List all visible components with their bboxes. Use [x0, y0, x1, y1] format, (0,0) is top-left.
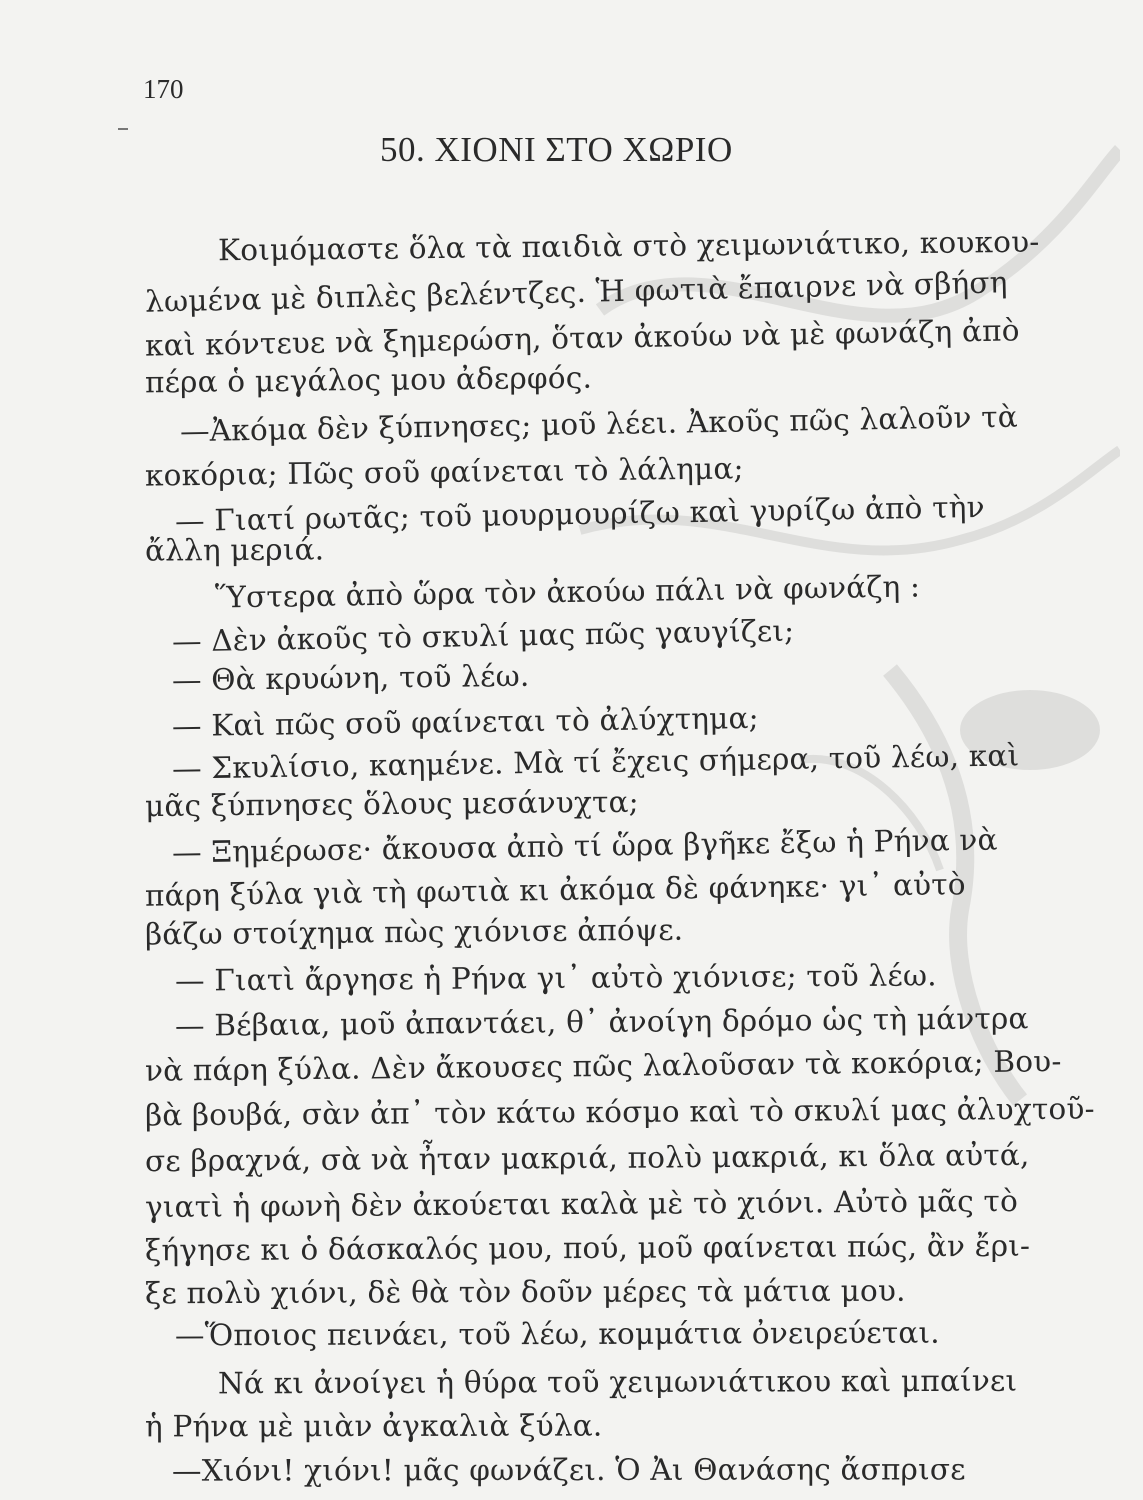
text-line: — Δὲν ἀκοῦς τὸ σκυλί μας πῶς γαυγίζει;: [171, 613, 795, 659]
text-line: Νά κι ἀνοίγει ἡ θύρα τοῦ χειμωνιάτικου καὶ μπαίνει: [217, 1363, 1018, 1401]
text-line: — Γιατί ρωτᾶς; τοῦ μουρμουρίζω καὶ γυρίζω ἀπὸ τὴν: [174, 489, 985, 539]
text-line: νὰ πάρη ξύλα. Δὲν ἄκουσες πῶς λαλοῦσαν τὰ κοκόρια; Βου-: [144, 1044, 1062, 1088]
text-line: — Καὶ πῶς σοῦ φαίνεται τὸ ἀλύχτημα;: [171, 700, 760, 744]
text-line: ξε πολὺ χιόνι, δὲ θὰ τὸν δοῦν μέρες τὰ μάτια μου.: [144, 1273, 906, 1311]
text-line: — Βέβαια, μοῦ ἀπαντάει, θ᾿ ἀνοίγη δρόμο ὡς τὴ μάντρα: [174, 1001, 1029, 1043]
text-line: — Σκυλίσιο, καημένε. Μὰ τί ἔχεις σήμερα, τοῦ λέω, καὶ: [171, 738, 1020, 786]
text-line: —Ἀκόμα δὲν ξύπνησες; μοῦ λέει. Ἀκοῦς πῶς λαλοῦν τὰ: [179, 399, 1019, 449]
text-line: ξήγησε κι ὁ δάσκαλός μου, πού, μοῦ φαίνεται πώς, ἂν ἔρι-: [144, 1228, 1031, 1268]
text-line: πέρα ὁ μεγάλος μου ἀδερφός.: [144, 360, 593, 400]
text-line: Κοιμόμαστε ὅλα τὰ παιδιὰ στὸ χειμωνιάτικο, κουκου-: [217, 224, 1040, 268]
text-line: —Ὅποιος πεινάει, τοῦ λέω, κομμάτια ὀνειρεύεται.: [174, 1315, 940, 1353]
text-line: Ὕστερα ἀπὸ ὥρα τὸν ἀκούω πάλι νὰ φωνάζη :: [214, 569, 921, 615]
text-line: βάζω στοίχημα πὼς χιόνισε ἀπόψε.: [144, 912, 684, 952]
text-line: σε βραχνά, σὰ νὰ ἦταν μακριά, πολὺ μακριά, κι ὅλα αὐτά,: [144, 1137, 1030, 1179]
text-line: ἄλλη μεριά.: [144, 532, 325, 568]
text-line: — Θὰ κρυώνη, τοῦ λέω.: [171, 658, 530, 698]
text-line: — Γιατὶ ἄργησε ἡ Ρήνα γι᾿ αὐτὸ χιόνισε; τοῦ λέω.: [174, 958, 937, 998]
text-line: — Ξημέρωσε· ἄκουσα ἀπὸ τί ὥρα βγῆκε ἔξω ἡ Ρήνα νὰ: [171, 822, 998, 870]
text-line: πάρη ξύλα γιὰ τὴ φωτιὰ κι ἀκόμα δὲ φάνηκε· γι᾿ αὐτὸ: [144, 867, 966, 913]
text-line: βὰ βουβά, σὰν ἀπ᾿ τὸν κάτω κόσμο καὶ τὸ σκυλί μας ἀλυχτοῦ-: [144, 1091, 1095, 1133]
text-line: γιατὶ ἡ φωνὴ δὲν ἀκούεται καλὰ μὲ τὸ χιόνι. Αὐτὸ μᾶς τὸ: [144, 1183, 1019, 1225]
text-line: λωμένα μὲ διπλὲς βελέντζες. Ἡ φωτιὰ ἔπαιρνε νὰ σβήση: [144, 265, 1008, 319]
chapter-title: 50. ΧΙΟΝΙ ΣΤΟ ΧΩΡΙΟ: [380, 130, 733, 169]
text-line: καὶ κόντευε νὰ ξημερώση, ὅταν ἀκούω νὰ μὲ φωνάζη ἀπὸ: [144, 313, 1020, 363]
text-line: ἡ Ρήνα μὲ μιὰν ἀγκαλιὰ ξύλα.: [144, 1408, 603, 1444]
text-line: μᾶς ξύπνησες ὅλους μεσάνυχτα;: [144, 784, 639, 824]
page-number: 170: [143, 74, 184, 104]
text-line: κοκόρια; Πῶς σοῦ φαίνεται τὸ λάλημα;: [144, 451, 744, 493]
margin-mark: [118, 128, 128, 130]
text-line: —Χιόνι! χιόνι! μᾶς φωνάζει. Ὁ Ἀι Θανάσης ἄσπρισε: [171, 1452, 966, 1488]
